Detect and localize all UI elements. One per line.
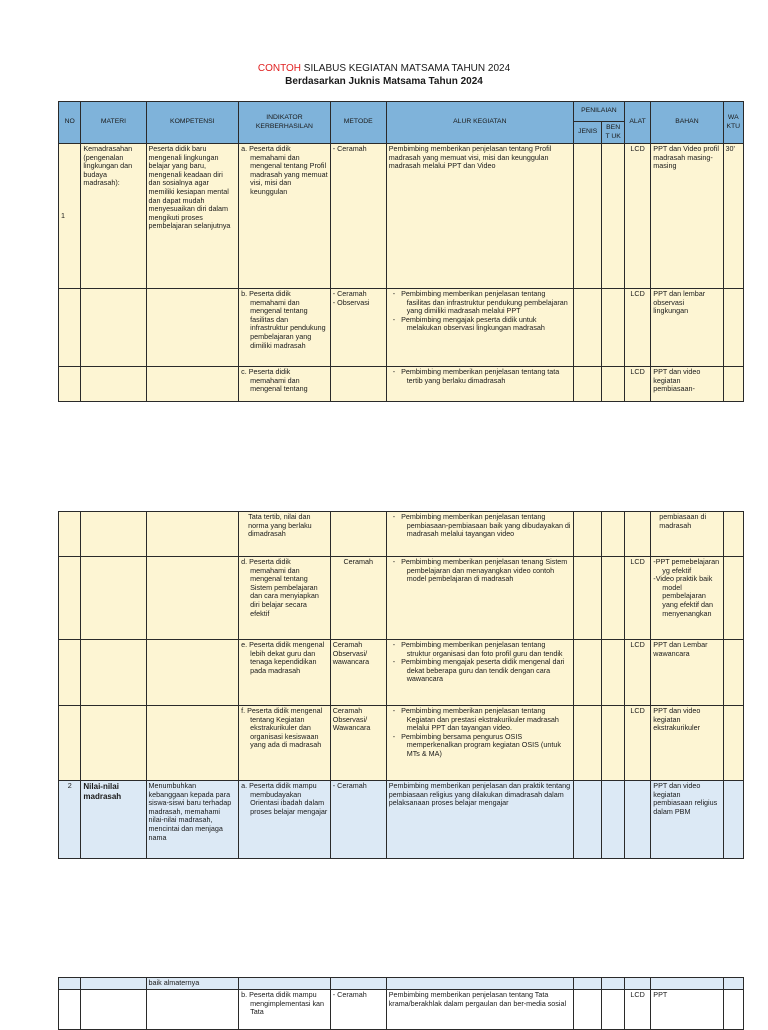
cell-metode: Ceramah — [330, 557, 386, 640]
alur-item-text: Pembimbing memberikan penjelasan tenang Sistem pembelajaran dan menayangkan video contoh model pembelajaran di madrasah — [401, 557, 568, 584]
table-row — [59, 706, 744, 781]
cell-alat — [624, 781, 650, 859]
cell-no — [59, 978, 81, 990]
cell-alur — [386, 512, 573, 557]
cell-alat: LCD — [624, 144, 650, 289]
cell-no — [59, 557, 81, 640]
alur-item: - Pembimbing bersama pengurus OSIS memperkenalkan program kegiatan OSIS (untuk MTs & MA) — [392, 731, 561, 758]
alur-item-text: Pembimbing mengajak peserta didik mengenal dari dekat beberapa guru dan tendik dengan cara wawancara — [401, 657, 565, 684]
cell-alat: LCD — [624, 557, 650, 640]
cell-materi: Nilai-nilai madrasah — [81, 781, 146, 859]
cell-jenis — [573, 144, 601, 289]
cell-materi — [81, 512, 146, 557]
indikator-text: a. Peserta didik mampu membudayakan Orientasi ibadah dalam proses belajar mengajar — [241, 781, 328, 816]
cell-alat: LCD — [624, 706, 650, 781]
alur-item: - Pembimbing memberikan penjelasan tentang tata tertib yang berlaku dimadrasah — [392, 367, 560, 385]
cell-materi — [81, 557, 146, 640]
indikator-text: a. Peserta didik memahami dan mengenal tentang Profil madrasah yang memuat visi, misi dan keunggulan — [241, 144, 328, 196]
cell-no: 1 — [59, 144, 81, 289]
alur-item: - Pembimbing mengajak peserta didik mengenal dari dekat beberapa guru dan tendik dengan cara wawancara — [392, 657, 565, 684]
title-line-1 — [0, 62, 768, 75]
cell-bentuk — [602, 640, 624, 706]
bahan-item-text: Video praktik baik model pembelajaran yang efektif dan menyenangkan — [655, 574, 714, 618]
cell-waktu — [723, 781, 743, 859]
indikator-text: f. Peserta didik mengenal tentang Kegiatan ekstrakurikuler dan organisasi kesiswaan yang ada di madrasah — [241, 706, 323, 750]
cell-no — [59, 367, 81, 402]
cell-metode — [330, 289, 386, 367]
cell-bentuk — [602, 512, 624, 557]
cell-bahan: pembiasaan di madrasah — [651, 512, 723, 557]
table-row — [59, 557, 744, 640]
metode-item: - Observasi — [332, 297, 370, 307]
cell-kompetensi — [146, 640, 239, 706]
alur-item-text: Pembimbing memberikan penjelasan tentang fasilitas dan infrastruktur pendukung pembelajaran yang dimiliki madrasah melalui PPT — [401, 289, 568, 316]
header-alur: ALUR KEGIATAN — [386, 102, 573, 144]
cell-jenis — [573, 781, 601, 859]
header-bahan: BAHAN — [651, 102, 723, 144]
cell-jenis — [573, 557, 601, 640]
cell-waktu — [723, 289, 743, 367]
cell-waktu — [723, 512, 743, 557]
cell-waktu — [723, 978, 743, 990]
cell-metode: - Ceramah — [330, 781, 386, 859]
cell-materi: Kemadrasahan (pengenalan lingkungan dan budaya madrasah): — [81, 144, 146, 289]
header-no: NO — [59, 102, 81, 144]
indikator-text: d. Peserta didik memahami dan mengenal tentang Sistem pembelajaran dan cara menyiapkan diri belajar secara efektif — [241, 557, 319, 618]
cell-alat: LCD — [624, 640, 650, 706]
title-accent: CONTOH — [257, 63, 301, 74]
cell-kompetensi: Menumbuhkan kebanggaan kepada para siswa-siswi baru terhadap madrasah, memahami nilai-nilai madrasah, mencintai dan menjaga nama — [146, 781, 239, 859]
alur-item: - Pembimbing memberikan penjelasan tentang pembiasaan-pembiasaan baik yang dibudayakan di madrasah melalui tayangan video — [392, 512, 571, 539]
cell-jenis — [573, 289, 601, 367]
cell-jenis — [573, 367, 601, 402]
cell-bahan: PPT — [651, 990, 723, 1030]
alur-item: - Pembimbing memberikan penjelasan tentang Kegiatan dan prestasi ekstrakurikuler madrasah melalui PPT dan tayangan video. — [392, 706, 559, 733]
cell-waktu: 30' — [723, 144, 743, 289]
header-indikator: INDIKATOR KERBERHASILAN — [239, 102, 331, 144]
header-kompetensi: KOMPETENSI — [146, 102, 239, 144]
alur-item-text: Pembimbing memberikan penjelasan tentang struktur organisasi dan foto profil guru dan tendik — [401, 640, 563, 658]
bahan-item: -PPT pemebelajaran yg efektif — [653, 557, 720, 575]
header-jenis: JENIS — [573, 122, 601, 144]
cell-bahan — [651, 978, 723, 990]
cell-indikator — [239, 640, 331, 706]
cell-indikator: Tata tertib, nilai dan norma yang berlaku dimadrasah — [239, 512, 331, 557]
cell-alur — [386, 640, 573, 706]
cell-alur — [386, 367, 573, 402]
cell-alur: Pembimbing memberikan penjelasan dan praktik tentang pembiasaan religius yang dilakukan dimadrasah dalam pelaksanaan proses belajar mengajar — [386, 781, 573, 859]
cell-jenis — [573, 978, 601, 990]
header-alat: ALAT — [624, 102, 650, 144]
indikator-text: b. Peserta didik mampu mengimplementasi kan Tata — [241, 990, 325, 1017]
cell-no: 2 — [59, 781, 81, 859]
header-metode: METODE — [330, 102, 386, 144]
table-row — [59, 978, 744, 990]
cell-jenis — [573, 640, 601, 706]
cell-alat — [624, 512, 650, 557]
cell-bentuk — [602, 978, 624, 990]
cell-alat: LCD — [624, 289, 650, 367]
cell-kompetensi — [146, 289, 239, 367]
cell-metode — [330, 978, 386, 990]
cell-metode: Ceramah Observasi/ wawancara — [330, 640, 386, 706]
cell-alur — [386, 557, 573, 640]
cell-indikator — [239, 289, 331, 367]
cell-alur: Pembimbing memberikan penjelasan tentang Profil madrasah yang memuat visi, misi dan keunggulan madrasah melalui PPT dan Video — [386, 144, 573, 289]
cell-jenis — [573, 706, 601, 781]
alur-item: - Pembimbing memberikan penjelasan tentang fasilitas dan infrastruktur pendukung pembelajaran yang dimiliki madrasah melalui PPT — [392, 289, 568, 316]
cell-materi — [81, 367, 146, 402]
cell-kompetensi — [146, 706, 239, 781]
table-row — [59, 289, 744, 367]
table-row — [59, 367, 744, 402]
cell-waktu — [723, 706, 743, 781]
cell-no — [59, 512, 81, 557]
alur-item-text: Pembimbing bersama pengurus OSIS memperkenalkan program kegiatan OSIS (untuk MTs & MA) — [401, 731, 561, 758]
metode-item: - Ceramah — [332, 289, 367, 298]
cell-materi — [81, 640, 146, 706]
table-row — [59, 781, 744, 859]
cell-bentuk — [602, 289, 624, 367]
cell-metode — [330, 367, 386, 402]
cell-alur — [386, 978, 573, 990]
cell-metode — [330, 512, 386, 557]
cell-waktu — [723, 640, 743, 706]
cell-bahan: PPT dan video kegiatan pembiasaan- — [651, 367, 723, 402]
header-bentuk: BENT UK — [602, 122, 624, 144]
cell-bahan: PPT dan lembar observasi lingkungan — [651, 289, 723, 367]
alur-item-text: Pembimbing mengajak peserta didik untuk melakukan observasi lingkungan madrasah — [401, 314, 545, 333]
alur-item: - Pembimbing mengajak peserta didik untuk melakukan observasi lingkungan madrasah — [392, 314, 545, 333]
alur-item-text: Pembimbing memberikan penjelasan tentang pembiasaan-pembiasaan baik yang dibudayakan di madrasah melalui tayangan video — [401, 512, 571, 539]
table-row — [59, 512, 744, 557]
bahan-item-text: PPT pemebelajaran yg efektif — [655, 557, 720, 575]
cell-bentuk — [602, 706, 624, 781]
cell-indikator — [239, 144, 331, 289]
indikator-text: e. Peserta didik mengenal lebih dekat guru dan tenaga kependidikan pada madrasah — [241, 640, 325, 675]
cell-bahan — [651, 557, 723, 640]
cell-bahan: PPT dan Lembar wawancara — [651, 640, 723, 706]
cell-no — [59, 640, 81, 706]
cell-materi — [81, 706, 146, 781]
cell-waktu — [723, 557, 743, 640]
syllabus-table-page-2 — [58, 511, 744, 859]
document-title — [0, 62, 768, 88]
header-penilaian: PENILAIAN — [573, 102, 624, 122]
alur-item: - Pembimbing memberikan penjelasan tenang Sistem pembelajaran dan menayangkan video contoh model pembelajaran di madrasah — [392, 557, 568, 584]
cell-bahan: PPT dan video kegiatan pembiasaan religius dalam PBM — [651, 781, 723, 859]
cell-alat: LCD — [624, 990, 650, 1030]
cell-alat — [624, 978, 650, 990]
cell-metode: - Ceramah — [330, 144, 386, 289]
cell-indikator — [239, 781, 331, 859]
cell-kompetensi: baik almaternya — [146, 978, 239, 990]
cell-bentuk — [602, 144, 624, 289]
cell-bahan: PPT dan Video profil madrasah masing-masing — [651, 144, 723, 289]
cell-alat: LCD — [624, 367, 650, 402]
syllabus-table-page-3 — [58, 977, 744, 1030]
title-main: SILABUS KEGIATAN MATSAMA TAHUN 2024 — [301, 63, 511, 74]
alur-item: - Pembimbing memberikan penjelasan tentang struktur organisasi dan foto profil guru dan tendik — [392, 640, 563, 658]
cell-indikator — [239, 557, 331, 640]
cell-no — [59, 289, 81, 367]
cell-jenis — [573, 512, 601, 557]
alur-item-text: Pembimbing memberikan penjelasan tentang Kegiatan dan prestasi ekstrakurikuler madrasah melalui PPT dan tayangan video. — [401, 706, 559, 733]
cell-metode: - Ceramah — [330, 990, 386, 1030]
cell-materi — [81, 978, 146, 990]
cell-kompetensi — [146, 367, 239, 402]
header-waktu: WA KTU — [723, 102, 743, 144]
cell-alur — [386, 706, 573, 781]
cell-bentuk — [602, 557, 624, 640]
cell-metode: Ceramah Observasi/ Wawancara — [330, 706, 386, 781]
cell-bentuk — [602, 781, 624, 859]
cell-kompetensi — [146, 557, 239, 640]
cell-waktu — [723, 367, 743, 402]
cell-alur: Pembimbing memberikan penjelasan tentang Tata krama/berakhlak dalam pergaulan dan ber-media sosial — [386, 990, 573, 1030]
cell-kompetensi: Peserta didik baru mengenali lingkungan belajar yang baru, mengenali keadaan diri dan sosialnya agar memiliki kesiapan mental dan dapat mudah menyesuaikan diri dalam mengikuti proses pembelajaran selanjutnya — [146, 144, 239, 289]
cell-indikator — [239, 978, 331, 990]
header-materi: MATERI — [81, 102, 146, 144]
cell-indikator — [239, 706, 331, 781]
table-row — [59, 144, 744, 289]
cell-bahan: PPT dan video kegiatan ekstrakurikuler — [651, 706, 723, 781]
bahan-item: -Video praktik baik model pembelajaran yang efektif dan menyenangkan — [653, 574, 714, 618]
cell-materi — [81, 289, 146, 367]
syllabus-table-page-1 — [58, 101, 744, 402]
cell-alur — [386, 289, 573, 367]
cell-indikator — [239, 367, 331, 402]
table-row — [59, 640, 744, 706]
indikator-text: c. Peserta didik memahami dan mengenal tentang — [241, 367, 308, 394]
indikator-text: b. Peserta didik memahami dan mengenal tentang fasilitas dan infrastruktur pendukung pembelajaran yang dimiliki madrasah — [241, 289, 326, 350]
cell-bentuk — [602, 367, 624, 402]
title-line-2: Berdasarkan Juknis Matsama Tahun 2024 — [285, 76, 483, 87]
alur-item-text: Pembimbing memberikan penjelasan tentang tata tertib yang berlaku dimadrasah — [401, 367, 560, 385]
cell-no — [59, 706, 81, 781]
cell-kompetensi — [146, 512, 239, 557]
